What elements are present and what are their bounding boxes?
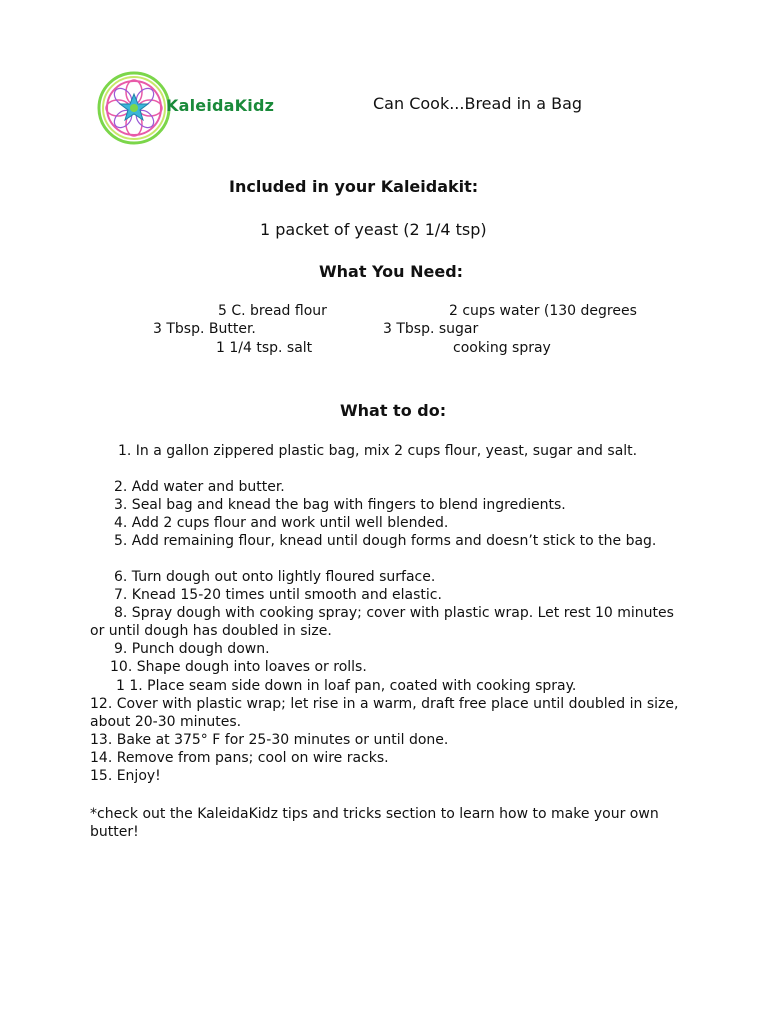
footnote: *check out the KaleidaKidz tips and tricks section to learn how to make your own butter! — [90, 806, 659, 840]
included-item: 1 packet of yeast (2 1/4 tsp) — [260, 220, 487, 239]
ingredient-item: 5 C. bread flour — [218, 303, 327, 319]
step-item: 9. Punch dough down. — [114, 641, 270, 657]
step-item: 12. Cover with plastic wrap; let rise in a warm, draft free place until doubled in size, about 20-30 minutes. — [90, 696, 679, 730]
step-item: 4. Add 2 cups flour and work until well blended. — [114, 515, 449, 531]
step-item: 6. Turn dough out onto lightly floured surface. — [114, 569, 436, 585]
ingredient-item: 3 Tbsp. Butter. — [153, 321, 256, 337]
step-item: 8. Spray dough with cooking spray; cover with plastic wrap. Let rest 10 minutes or until dough has doubled in size. — [90, 605, 674, 639]
step-item: 10. Shape dough into loaves or rolls. — [110, 659, 367, 675]
ingredient-item: 2 cups water (130 degrees — [449, 303, 637, 319]
kaleidoscope-icon — [96, 68, 176, 148]
step-item: 5. Add remaining flour, knead until dough forms and doesn’t stick to the bag. — [114, 533, 657, 549]
ingredient-item: cooking spray — [453, 340, 551, 356]
step-item: 1 1. Place seam side down in loaf pan, coated with cooking spray. — [116, 678, 577, 694]
step-item: 2. Add water and butter. — [114, 479, 285, 495]
need-heading: What You Need: — [319, 262, 464, 281]
included-heading: Included in your Kaleidakit: — [229, 177, 479, 196]
step-item: 14. Remove from pans; cool on wire racks. — [90, 750, 389, 766]
step-item: 3. Seal bag and knead the bag with fingers to blend ingredients. — [114, 497, 566, 513]
todo-heading: What to do: — [340, 401, 447, 420]
step-item: 7. Knead 15-20 times until smooth and elastic. — [114, 587, 442, 603]
step-item: 1. In a gallon zippered plastic bag, mix 2 cups flour, yeast, sugar and salt. — [118, 443, 638, 459]
document-title: Can Cook...Bread in a Bag — [373, 94, 583, 113]
step-item: 15. Enjoy! — [90, 768, 161, 784]
logo-text: KaleidaKidz — [166, 96, 275, 115]
step-item: 13. Bake at 375° F for 25-30 minutes or until done. — [90, 732, 449, 748]
ingredient-item: 3 Tbsp. sugar — [383, 321, 479, 337]
ingredient-item: 1 1/4 tsp. salt — [216, 340, 313, 356]
